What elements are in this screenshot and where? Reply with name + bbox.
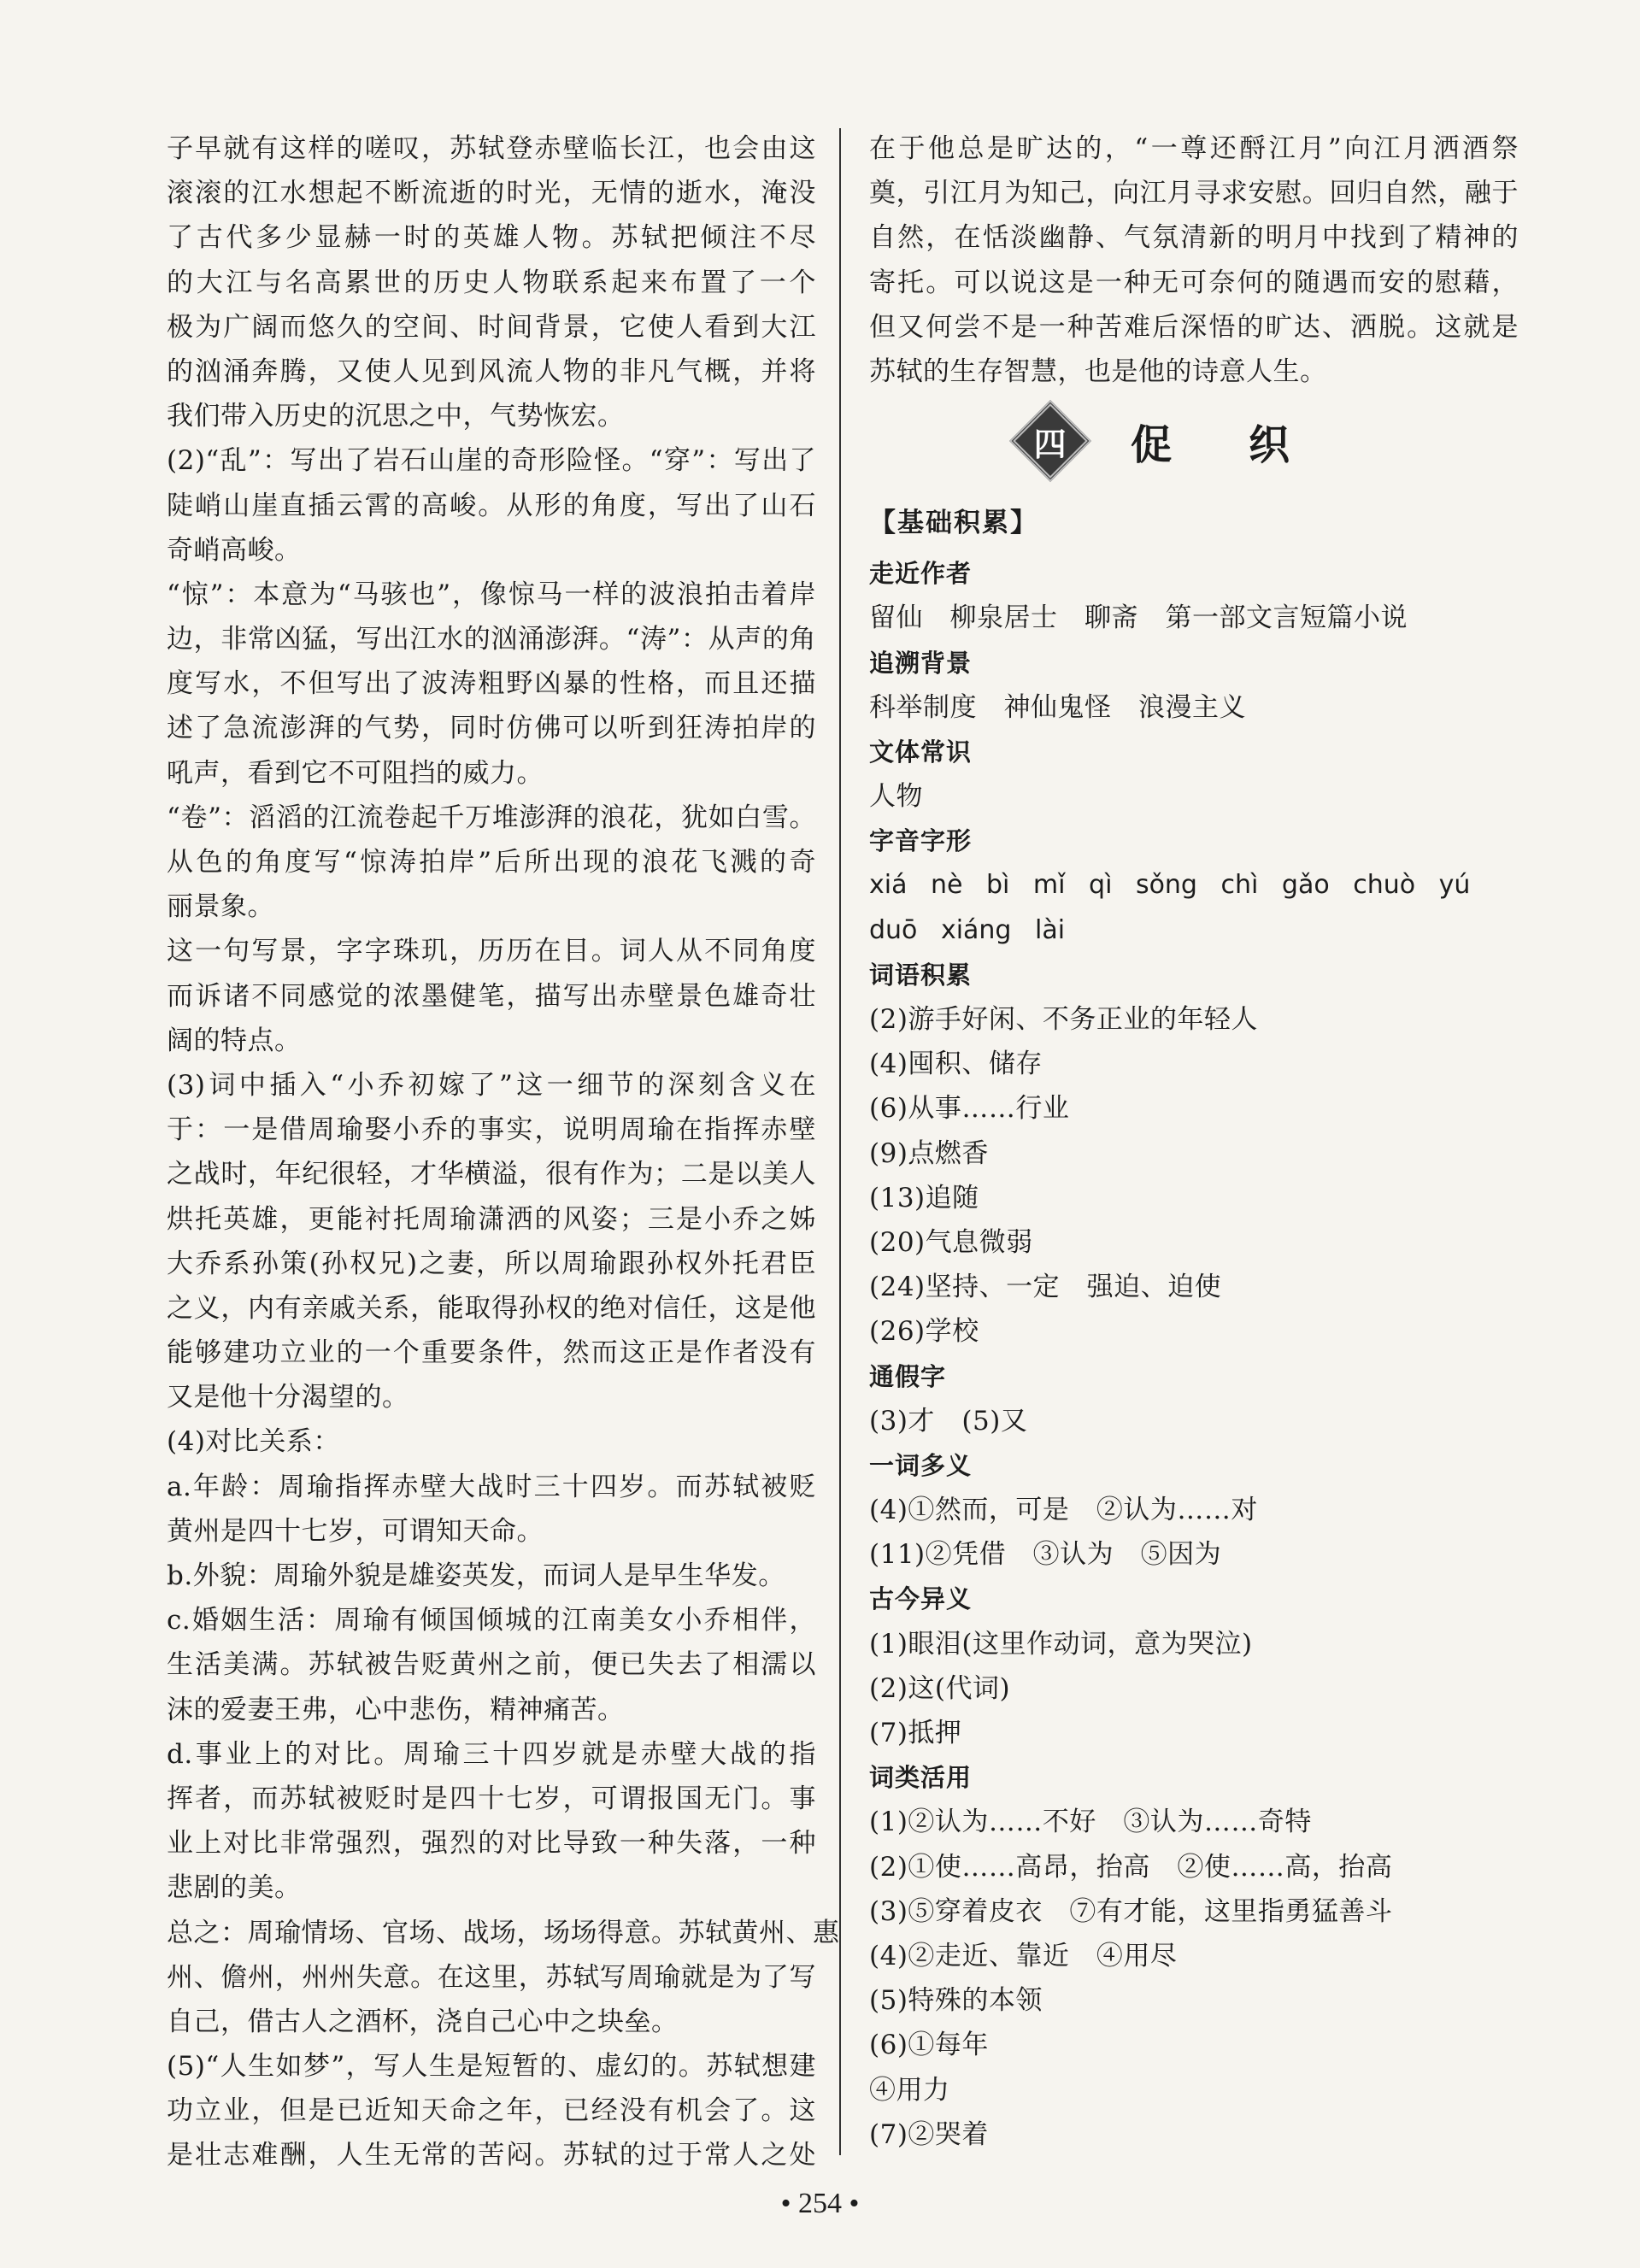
text-line: 吼声，看到它不可阻挡的威力。 [167,757,544,789]
background-text: 科举制度 神仙鬼怪 浪漫主义 [869,691,1246,723]
text-line: 州、儋州，州州失意。在这里，苏轼写周瑜就是为了写 [167,1961,816,1993]
flexible-item: (2)①使……高昂，抬高 ②使……高，抬高 [869,1851,1393,1883]
text-line: 大乔系孙策(孙权兄)之妻，所以周瑜跟孙权外托君臣 [167,1248,816,1279]
text-line: (5)“人生如梦”，写人生是短暂的、虚幻的。苏轼想建 [167,2051,816,2083]
text-line: (4)对比关系： [167,1426,340,1458]
right-column [869,126,1519,2157]
ancient-modern-item: (7)抵押 [869,1718,962,1748]
polysemy-item: (11)②凭借 ③认为 ⑤因为 [869,1539,1222,1571]
pinyin-line: xiá nè bì mǐ qì sǒng chì gǎo chuò yú [869,870,1471,901]
subheading-vocab: 词语积累 [869,960,973,990]
text-line: (2)“乱”：写出了岩石山崖的奇形险怪。“穿”：写出了 [167,445,816,477]
text-line: 自然，在恬淡幽静、气氛清新的明月中找到了精神的 [869,222,1519,254]
text-line: 之战时，年纪很轻，才华横溢，很有作为；二是以美人 [167,1159,816,1190]
tongjia-text: (3)才 (5)又 [869,1405,1028,1437]
flexible-item: (5)特殊的本领 [869,1985,1043,2017]
author-text: 留仙 柳泉居士 聊斋 第一部文言短篇小说 [869,602,1408,634]
text-line: 自己，借古人之酒杯，浇自己心中之块垒。 [167,2006,679,2037]
text-line: 子早就有这样的嗟叹，苏轼登赤壁临长江，也会由这 [167,133,816,164]
vocab-item: (24)坚持、一定 强迫、迫使 [869,1272,1222,1303]
text-line: “卷”：滔滔的江流卷起千万堆澎湃的浪花，犹如白雪。 [167,802,816,833]
text-line: 挥者，而苏轼被贬时是四十七岁，可谓报国无门。事 [167,1783,816,1814]
text-line: 而诉诸不同感觉的浓墨健笔，描写出赤壁景色雄奇壮 [167,980,816,1012]
flexible-item: (7)②哭着 [869,2118,989,2150]
subheading-author: 走近作者 [869,559,973,589]
text-line: 又是他十分渴望的。 [167,1382,409,1413]
flexible-item: (4)②走近、靠近 ④用尽 [869,1940,1178,1971]
text-line: 的汹涌奔腾，又使人见到风流人物的非凡气概，并将 [167,355,816,387]
page-number: • 254 • [780,2188,860,2219]
text-line: 能够建功立业的一个重要条件，然而这正是作者没有 [167,1337,816,1369]
vocab-item: (26)学校 [869,1316,979,1348]
text-line: 度写水，不但写出了波涛粗野凶暴的性格，而且还描 [167,668,816,700]
text-line: 功立业，但是已近知天命之年，已经没有机会了。这 [167,2095,816,2127]
text-line: 滚滚的江水想起不断流逝的时光，无情的逝水，淹没 [167,178,816,209]
pinyin-line: duō xiáng lài [869,914,1066,945]
subheading-polysemy: 一词多义 [869,1450,973,1480]
subheading-genre: 文体常识 [869,737,973,767]
text-line: (3)词中插入“小乔初嫁了”这一细节的深刻含义在 [167,1069,816,1101]
text-line: 边，非常凶猛，写出江水的汹涌澎湃。“涛”：从声的角 [167,624,816,655]
text-line: 陡峭山崖直插云霄的高峻。从形的角度，写出了山石 [167,490,816,521]
text-line: d.事业上的对比。周瑜三十四岁就是赤壁大战的指 [167,1738,816,1770]
text-line: 丽景象。 [167,891,274,923]
text-line: 在于他总是旷达的，“一尊还酹江月”向江月洒酒祭 [869,133,1519,164]
text-line: 极为广阔而悠久的空间、时间背景，它使人看到大江 [167,311,816,343]
genre-text: 人物 [869,781,923,813]
text-line: 的大江与名高累世的历史人物联系起来布置了一个 [167,267,816,298]
left-column [167,126,840,2178]
text-line: 了古代多少显赫一时的英雄人物。苏轼把倾注不尽 [167,222,816,254]
text-line: 奠，引江月为知己，向江月寻求安慰。回归自然，融于 [869,178,1519,209]
text-line: 悲剧的美。 [167,1872,302,1904]
text-line: 我们带入历史的沉思之中，气势恢宏。 [167,401,625,432]
text-line: b.外貌：周瑜外貌是雄姿英发，而词人是早生华发。 [167,1560,785,1591]
vocab-item: (4)囤积、储存 [869,1049,1043,1080]
chapter-number-badge [1009,400,1091,482]
text-line: 述了急流澎湃的气势，同时仿佛可以听到狂涛拍岸的 [167,713,816,744]
text-line: 业上对比非常强烈，强烈的对比导致一种失落，一种 [167,1828,816,1860]
text-line: 沫的爱妻王弗，心中悲伤，精神痛苦。 [167,1694,625,1725]
ancient-modern-item: (1)眼泪(这里作动词，意为哭泣) [869,1628,1253,1660]
text-line: 是壮志难酬，人生无常的苦闷。苏轼的过于常人之处 [167,2140,816,2171]
subheading-flexible-usage: 词类活用 [869,1763,973,1793]
ancient-modern-item: (2)这(代词) [869,1672,1011,1704]
vocab-item: (6)从事……行业 [869,1093,1070,1125]
text-line: 这一句写景，字字珠玑，历历在目。词人从不同角度 [167,936,816,967]
flexible-item: ④用力 [869,2074,950,2106]
flexible-item: (6)①每年 [869,2030,989,2061]
text-line: 生活美满。苏轼被告贬黄州之前，便已失去了相濡以 [167,1649,816,1681]
text-line: a.年龄：周瑜指挥赤壁大战时三十四岁。而苏轼被贬 [167,1471,816,1502]
text-line: 烘托英雄，更能衬托周瑜潇洒的风姿；三是小乔之姊 [167,1203,816,1235]
text-line: 从色的角度写“惊涛拍岸”后所出现的浪花飞溅的奇 [167,847,816,878]
section-title: 【基础积累】 [869,508,1038,539]
text-line: 奇峭高峻。 [167,534,302,566]
vocab-item: (20)气息微弱 [869,1226,1033,1258]
polysemy-item: (4)①然而，可是 ②认为……对 [869,1495,1258,1526]
text-line: 总之：周瑜情场、官场、战场，场场得意。苏轼黄州、惠 [167,1917,840,1948]
subheading-background: 追溯背景 [869,648,973,678]
text-line: c.婚姻生活：周瑜有倾国倾城的江南美女小乔相伴， [167,1605,816,1636]
text-line: 阔的特点。 [167,1025,302,1056]
chapter-title: 促织 [1130,420,1367,469]
chapter-heading [869,394,1519,488]
vocab-item: (13)追随 [869,1182,979,1213]
vocab-item: (9)点燃香 [869,1137,989,1169]
flexible-item: (3)⑤穿着皮衣 ⑦有才能，这里指勇猛善斗 [869,1895,1393,1927]
text-line: 苏轼的生存智慧，也是他的诗意人生。 [869,355,1327,387]
flexible-item: (1)②认为……不好 ③认为……奇特 [869,1807,1312,1838]
chapter-number: 四 [1033,425,1067,463]
subheading-ancient-modern: 古今异义 [869,1584,973,1614]
text-line: 之义，内有亲戚关系，能取得孙权的绝对信任，这是他 [167,1292,816,1324]
vocab-item: (2)游手好闲、不务正业的年轻人 [869,1004,1258,1035]
text-line: 于：一是借周瑜娶小乔的事实，说明周瑜在指挥赤壁 [167,1114,816,1146]
subheading-tongjia: 通假字 [869,1361,947,1391]
text-line: “惊”：本意为“马骇也”，像惊马一样的波浪拍击着岸 [167,579,816,610]
column-divider [839,128,841,2155]
subheading-pronunciation: 字音字形 [869,826,973,856]
text-line: 但又何尝不是一种苦难后深悟的旷达、洒脱。这就是 [869,311,1519,343]
text-line: 黄州是四十七岁，可谓知天命。 [167,1515,544,1547]
text-line: 寄托。可以说这是一种无可奈何的随遇而安的慰藉， [869,267,1519,298]
